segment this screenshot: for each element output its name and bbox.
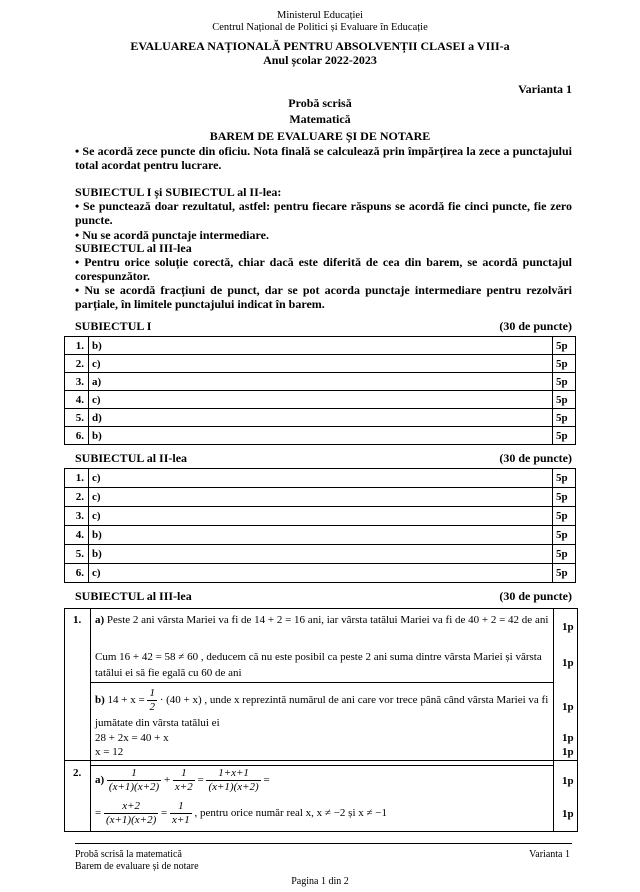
q1b-equation-1: 28 + 2x = 40 + x xyxy=(95,732,169,744)
item-number: 3. xyxy=(65,373,89,391)
subiect3-table xyxy=(64,608,578,832)
page-number: Pagina 1 din 2 xyxy=(291,876,349,887)
q2-fraction-5: $\frac{1}{x+1}$ xyxy=(171,800,190,826)
answer: b) xyxy=(89,427,553,445)
points: 5p xyxy=(553,337,576,355)
q1b-fraction: $\frac{1}{2}$ xyxy=(149,687,155,713)
answer: c) xyxy=(89,469,553,488)
subiect2-points: (30 de puncte) xyxy=(499,451,572,465)
answer: c) xyxy=(89,564,553,583)
subiect1-title: SUBIECTUL I xyxy=(75,319,152,333)
item-number: 4. xyxy=(65,526,89,545)
answer: a) xyxy=(89,373,553,391)
answer: c) xyxy=(89,391,553,409)
s3-rule-1: • Pentru orice soluție corectă, chiar dacă este diferită de cea din barem, se acordă punctajul corespunzător. xyxy=(75,255,572,283)
s12-rule-1: • Se punctează doar rezultatul, astfel: pentru fiecare răspuns se acordă fie cinci puncte, fie zero puncte. xyxy=(75,199,572,227)
q1a-text2: Cum 16 + 42 = 58 ≠ 60 , deducem că nu este posibil ca peste 2 ani suma dintre vârsta Mariei și vârsta tatălui ei să fie egală cu 60 de ani xyxy=(95,651,542,679)
points: 5p xyxy=(553,488,576,507)
q2-fraction-2: $\frac{1}{x+2}$ xyxy=(174,767,193,793)
subiect1-header xyxy=(75,319,572,334)
subiect1-table xyxy=(64,336,576,445)
subiect2-header xyxy=(75,451,572,466)
footer-left-2: Barem de evaluare și de notare xyxy=(75,861,199,872)
points: 5p xyxy=(553,545,576,564)
table-row xyxy=(65,409,576,427)
item-number: 6. xyxy=(65,427,89,445)
points: 5p xyxy=(553,391,576,409)
s3-title: SUBIECTUL al III-lea xyxy=(75,241,192,255)
q2-fraction-4: $\frac{x+2}{(x+1)(x+2)}$ xyxy=(105,800,157,826)
q1a-step1 xyxy=(95,612,550,628)
answer: c) xyxy=(89,488,553,507)
footer-variant: Varianta 1 xyxy=(529,849,570,860)
q1b-points-1: 1p xyxy=(562,701,574,713)
table-row xyxy=(65,526,576,545)
item-number: 5. xyxy=(65,545,89,564)
subiect3-points: (30 de puncte) xyxy=(499,589,572,603)
q2a-label: a) xyxy=(95,774,105,787)
subiect2-table xyxy=(64,468,576,583)
footer-divider xyxy=(75,843,572,844)
table-row xyxy=(65,373,576,391)
q1a-points-2: 1p xyxy=(562,657,574,669)
subject-name: Matematică xyxy=(289,112,351,126)
q2-fraction-3: $\frac{1+x+1}{(x+1)(x+2)}$ xyxy=(208,767,259,793)
q2a-points-1: 1p xyxy=(562,775,574,787)
item-number: 3. xyxy=(65,507,89,526)
points: 5p xyxy=(553,507,576,526)
answer: c) xyxy=(89,507,553,526)
table-row xyxy=(65,391,576,409)
answer: c) xyxy=(89,355,553,373)
q1-number: 1. xyxy=(73,614,82,626)
subiect1-points: (30 de puncte) xyxy=(499,319,572,333)
q1b-points-3: 1p xyxy=(562,746,574,758)
q1a-label: a) xyxy=(95,614,105,626)
q2a-points-2: 1p xyxy=(562,808,574,820)
answer: b) xyxy=(89,337,553,355)
points: 5p xyxy=(553,427,576,445)
exam-title: EVALUAREA NAȚIONALĂ PENTRU ABSOLVENȚII CLASEI a VIII-a xyxy=(130,39,510,53)
points: 5p xyxy=(553,409,576,427)
q2-number: 2. xyxy=(73,767,82,779)
s12-rule-2: • Nu se acordă punctaje intermediare. xyxy=(75,228,269,242)
s12-title: SUBIECTUL I și SUBIECTUL al II-lea: xyxy=(75,185,282,199)
q1b-points-2: 1p xyxy=(562,732,574,744)
q2a-line2: = $\frac{x+2}{(x+1)(x+2)}$ = $\frac{1}{x+1}$ , pentru orice număr real x, x ≠ −2 și x ≠ −1 xyxy=(95,800,388,826)
points: 5p xyxy=(553,526,576,545)
points: 5p xyxy=(553,564,576,583)
item-number: 5. xyxy=(65,409,89,427)
table-row xyxy=(65,337,576,355)
table-row xyxy=(65,507,576,526)
table-row xyxy=(65,488,576,507)
answer: b) xyxy=(89,545,553,564)
variant-label: Varianta 1 xyxy=(518,82,572,96)
subiect2-title: SUBIECTUL al II-lea xyxy=(75,451,188,465)
table-row xyxy=(65,355,576,373)
s3-rule-2: • Nu se acordă fracțiuni de punct, dar se pot acorda punctaje intermediare pentru rezolvări parțiale, în limitele punctajului indicat în barem. xyxy=(75,283,572,311)
q2a-tail: , pentru orice număr real x, x ≠ −2 și x ≠ −1 xyxy=(194,807,388,820)
subiect3-title: SUBIECTUL al III-lea xyxy=(75,589,192,603)
table-row xyxy=(65,469,576,488)
points: 5p xyxy=(553,355,576,373)
ministry-name: Ministerul Educației xyxy=(276,10,364,21)
points: 5p xyxy=(553,373,576,391)
center-name: Centrul Național de Politici și Evaluare în Educație xyxy=(212,22,428,33)
school-year: Anul școlar 2022-2023 xyxy=(263,53,377,67)
footer-left-1: Probă scrisă la matematică xyxy=(75,849,182,860)
q1b-post: · (40 + x) , unde x reprezintă numărul de ani care vor trece până când vârsta Mariei va fi jumătate din vârsta tatălui ei xyxy=(95,694,549,729)
barem-title: BAREM DE EVALUARE ȘI DE NOTARE xyxy=(209,129,431,143)
q1b-step1 xyxy=(95,687,550,732)
item-number: 2. xyxy=(65,355,89,373)
item-number: 1. xyxy=(65,469,89,488)
item-number: 1. xyxy=(65,337,89,355)
table-row xyxy=(65,564,576,583)
q1a-points-1: 1p xyxy=(562,621,574,633)
answer: d) xyxy=(89,409,553,427)
item-number: 6. xyxy=(65,564,89,583)
q1b-pre: 14 + x = xyxy=(107,694,145,707)
q2a-line1: a) $\frac{1}{(x+1)(x+2)}$ + $\frac{1}{x+2}$ = $\frac{1+x+1}{(x+1)(x+2)}$ = xyxy=(95,767,270,793)
general-rule: • Se acordă zece puncte din oficiu. Nota finală se calculează prin împărțirea la zece a punctajului total acordat pentru lucrare. xyxy=(75,144,572,172)
item-number: 4. xyxy=(65,391,89,409)
table-row xyxy=(65,545,576,564)
q1b-equation-2: x = 12 xyxy=(95,746,124,758)
points: 5p xyxy=(553,469,576,488)
q2-fraction-1: $\frac{1}{(x+1)(x+2)}$ xyxy=(108,767,160,793)
answer: b) xyxy=(89,526,553,545)
q1a-text1: Peste 2 ani vârsta Mariei va fi de 14 + 2 = 16 ani, iar vârsta tatălui Mariei va fi de 40 + 2 = 42 de ani xyxy=(106,614,549,626)
table-row xyxy=(65,427,576,445)
q1b-label: b) xyxy=(95,694,105,707)
item-number: 2. xyxy=(65,488,89,507)
test-type: Probă scrisă xyxy=(288,96,352,110)
subiect3-header xyxy=(75,589,572,604)
